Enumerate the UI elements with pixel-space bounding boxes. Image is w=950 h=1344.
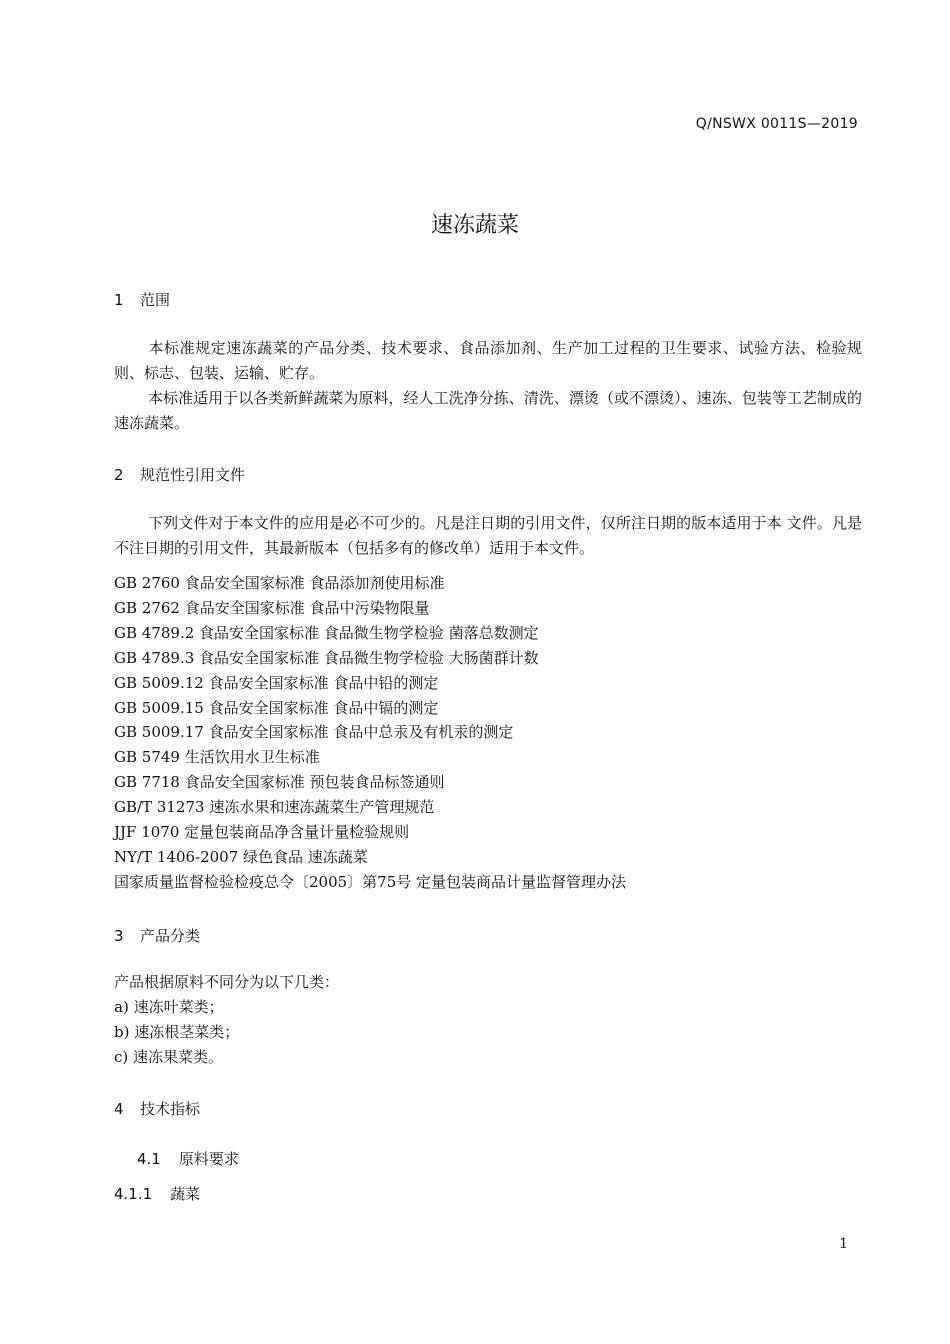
- reference-item: GB 7718 食品安全国家标准 预包装食品标签通则: [114, 773, 445, 792]
- subsection-number: 4.1.1: [114, 1185, 153, 1203]
- reference-item: GB 5009.12 食品安全国家标准 食品中铅的测定: [114, 673, 439, 692]
- section-number: 2: [114, 466, 124, 484]
- subsection-4-1-1: [114, 1183, 200, 1204]
- subsection-title: 蔬菜: [170, 1185, 201, 1203]
- standard-code: Q/NSWX 0011S—2019: [695, 116, 858, 132]
- section-title: 范围: [140, 291, 171, 309]
- scope-paragraph-1: [114, 336, 862, 386]
- paragraph-text: 本标准适用于以各类新鲜蔬菜为原料，经人工洗净分拣、清洗、漂烫（或不漂烫）、速冻、包装等工艺制成的速冻蔬菜。: [114, 389, 862, 432]
- paragraph-text: 下列文件对于本文件的应用是必不可少的。凡是注日期的引用文件，仅所注日期的版本适用于本 文件。凡是不注日期的引用文件，其最新版本（包括多有的修改单）适用于本文件。: [114, 514, 862, 557]
- section-title: 规范性引用文件: [140, 466, 246, 484]
- section-number: 3: [114, 927, 124, 945]
- reference-item: GB 4789.2 食品安全国家标准 食品微生物学检验 菌落总数测定: [114, 623, 539, 642]
- subsection-4-1: [137, 1148, 239, 1169]
- classification-item: c) 速冻果菜类。: [114, 1048, 224, 1066]
- section-4-heading: [114, 1098, 200, 1119]
- reference-item: 国家质量监督检验检疫总令〔2005〕第75号 定量包装商品计量监督管理办法: [114, 872, 627, 891]
- reference-item: GB 4789.3 食品安全国家标准 食品微生物学检验 大肠菌群计数: [114, 648, 539, 667]
- reference-item: GB 5009.17 食品安全国家标准 食品中总汞及有机汞的测定: [114, 723, 514, 742]
- section-title: 技术指标: [140, 1100, 201, 1118]
- classification-item: a) 速冻叶菜类；: [114, 998, 224, 1016]
- section-1-heading: [114, 289, 170, 310]
- section-number: 1: [114, 291, 124, 309]
- classification-intro: 产品根据原料不同分为以下几类：: [114, 973, 340, 991]
- subsection-title: 原料要求: [178, 1150, 239, 1168]
- section-3-heading: [114, 925, 200, 946]
- reference-item: JJF 1070 定量包装商品净含量计量检验规则: [114, 823, 410, 842]
- reference-item: GB/T 31273 速冻水果和速冻蔬菜生产管理规范: [114, 798, 435, 817]
- paragraph-text: 本标准规定速冻蔬菜的产品分类、技术要求、食品添加剂、生产加工过程的卫生要求、试验方法、检验规则、标志、包装、运输、贮存。: [114, 339, 862, 382]
- document-title: 速冻蔬菜: [430, 213, 519, 238]
- reference-item: GB 5749 生活饮用水卫生标准: [114, 748, 320, 767]
- references-intro: [114, 511, 862, 561]
- classification-item: b) 速冻根茎菜类；: [114, 1023, 240, 1041]
- reference-item: GB 5009.15 食品安全国家标准 食品中镉的测定: [114, 698, 439, 717]
- reference-item: NY/T 1406-2007 绿色食品 速冻蔬菜: [114, 847, 368, 866]
- reference-item: GB 2760 食品安全国家标准 食品添加剂使用标准: [114, 574, 445, 592]
- reference-list: [114, 571, 626, 895]
- subsection-number: 4.1: [137, 1150, 161, 1168]
- section-2-heading: [114, 464, 245, 485]
- scope-paragraph-2: [114, 386, 862, 436]
- reference-item: GB 2762 食品安全国家标准 食品中污染物限量: [114, 598, 430, 617]
- page-number: 1: [839, 1236, 848, 1252]
- section-title: 产品分类: [140, 927, 201, 945]
- section-number: 4: [114, 1100, 124, 1118]
